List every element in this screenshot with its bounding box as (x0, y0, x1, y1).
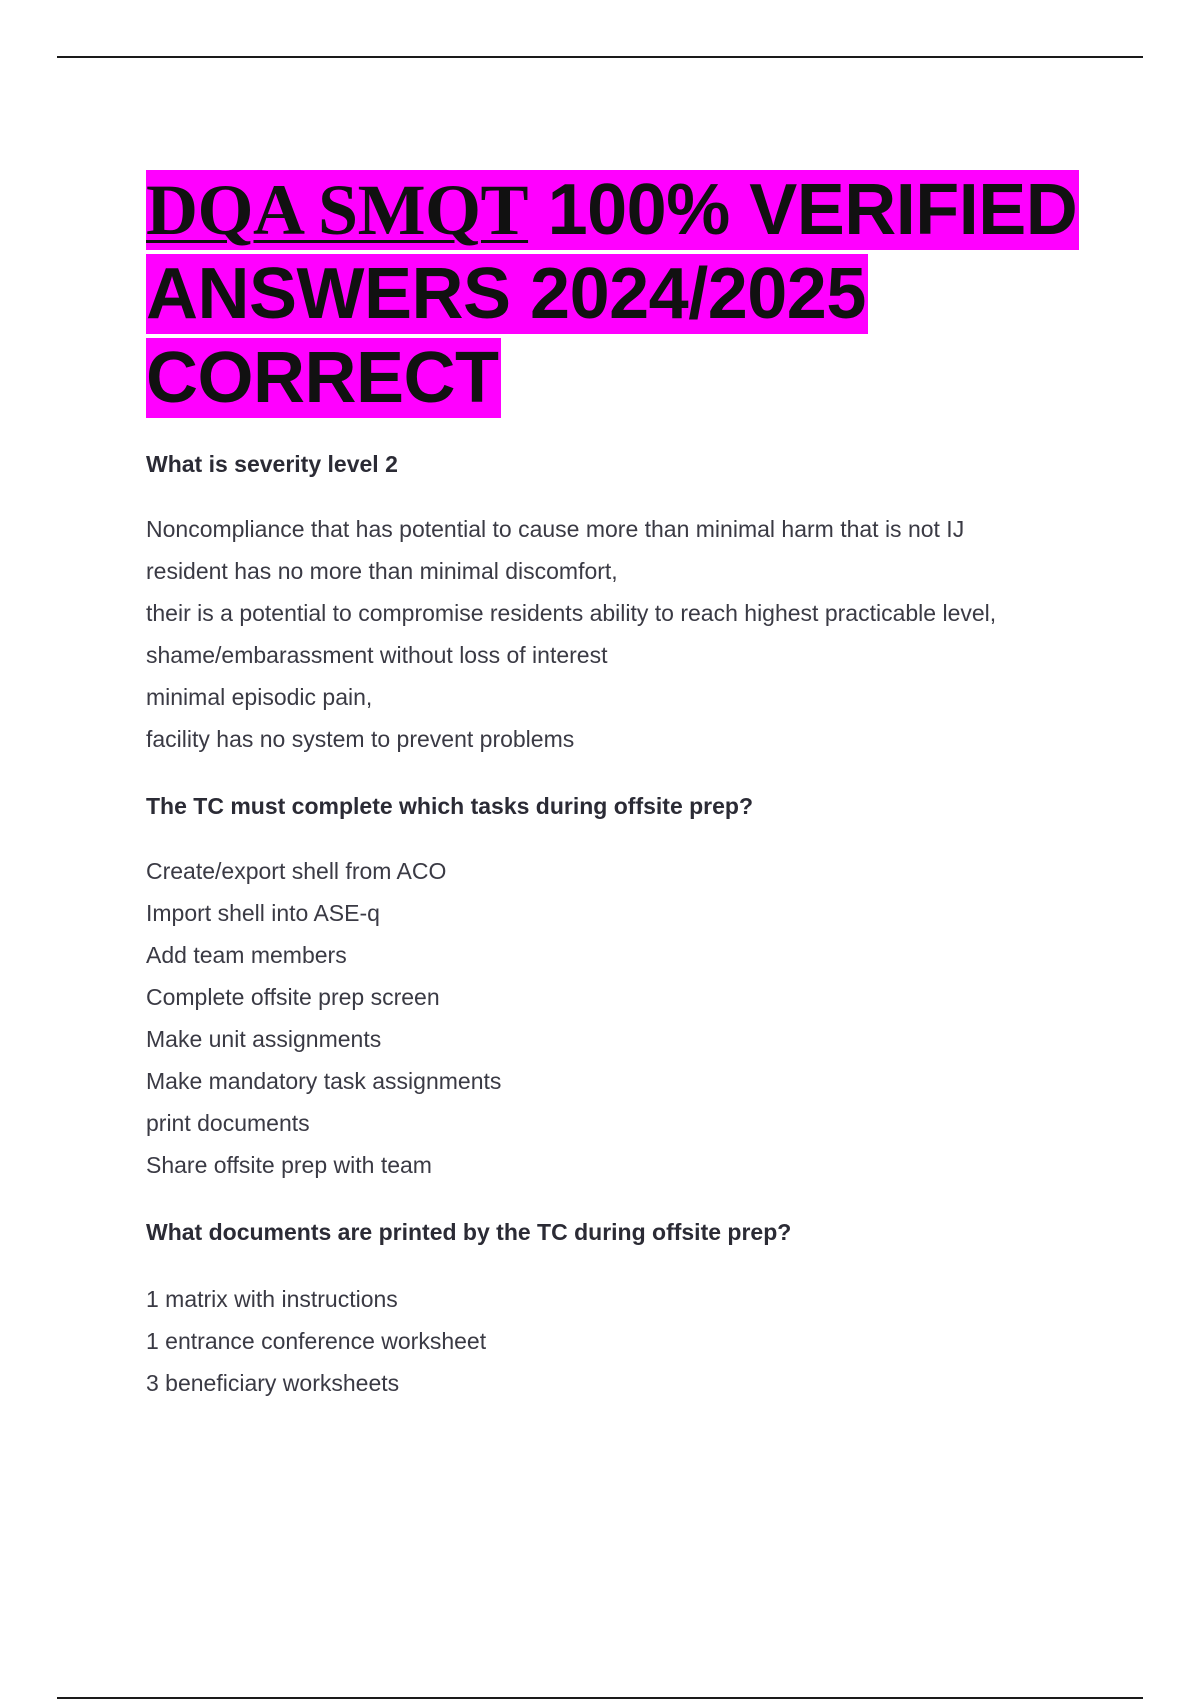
question-2: The TC must complete which tasks during offsite prep? (146, 793, 754, 819)
answer-line: facility has no system to prevent problems (146, 726, 575, 752)
answer-line: their is a potential to compromise residents ability to reach highest practicable level, (146, 600, 997, 626)
answer-line: print documents (146, 1110, 310, 1136)
answer-line: Import shell into ASE-q (146, 900, 380, 926)
question-3: What documents are printed by the TC during offsite prep? (146, 1219, 792, 1245)
answer-line: 1 entrance conference worksheet (146, 1328, 487, 1354)
top-rule (57, 56, 1143, 58)
title-link[interactable]: DQA SMQT (146, 170, 529, 250)
answer-3 (146, 1278, 1086, 1404)
answer-line: resident has no more than minimal discomfort, (146, 558, 618, 584)
answer-line: 1 matrix with instructions (146, 1286, 398, 1312)
document-body (146, 168, 1086, 1404)
answer-line: shame/embarassment without loss of interest (146, 642, 608, 668)
title-text: 100% VERIFIED ANSWERS 2024/2025 CORRECT (146, 170, 1078, 418)
answer-line: 3 beneficiary worksheets (146, 1370, 400, 1396)
answer-line: minimal episodic pain, (146, 684, 373, 710)
answer-line: Create/export shell from ACO (146, 858, 447, 884)
question-1: What is severity level 2 (146, 451, 398, 477)
answer-1 (146, 508, 1086, 760)
answer-2 (146, 850, 1086, 1186)
answer-line: Complete offsite prep screen (146, 984, 440, 1010)
bottom-rule (57, 1697, 1143, 1699)
answer-line: Add team members (146, 942, 347, 968)
document-title (146, 168, 1086, 420)
answer-line: Share offsite prep with team (146, 1152, 432, 1178)
title-highlight (146, 170, 1079, 418)
answer-line: Make unit assignments (146, 1026, 382, 1052)
answer-line: Make mandatory task assignments (146, 1068, 502, 1094)
answer-line: Noncompliance that has potential to cause more than minimal harm that is not IJ (146, 516, 965, 542)
